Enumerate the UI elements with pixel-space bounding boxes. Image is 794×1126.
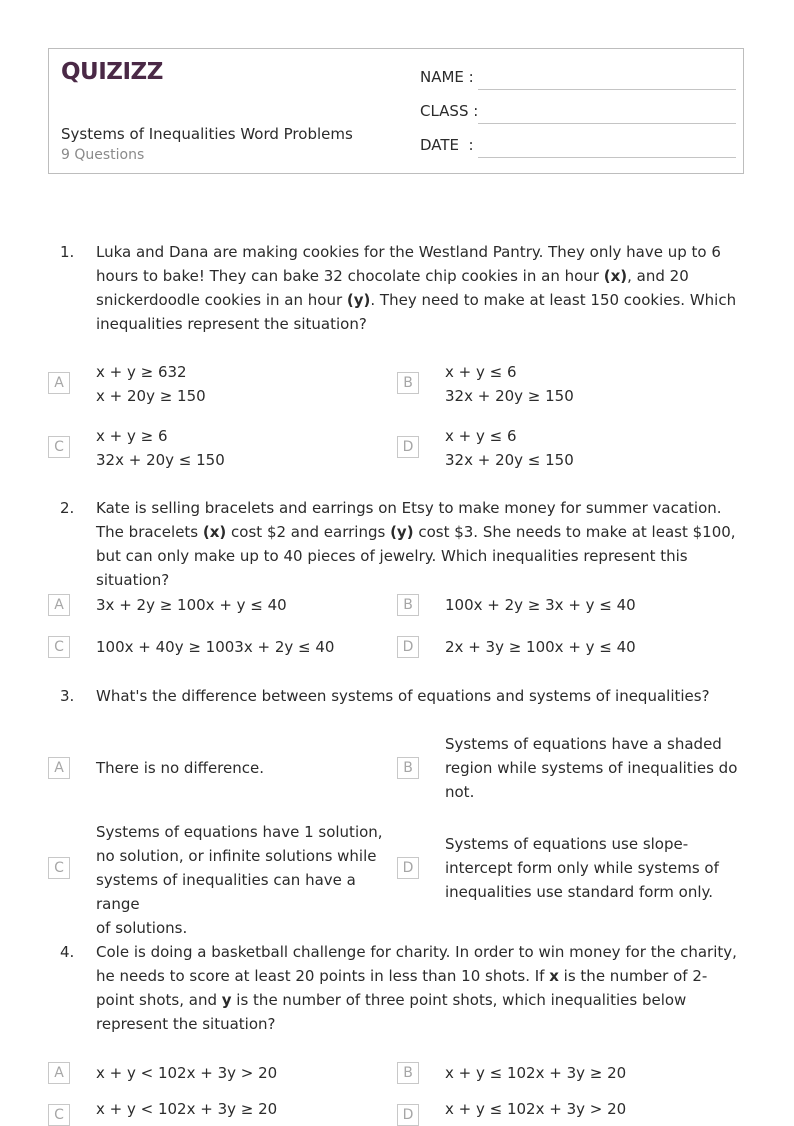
- question-number: 3.: [60, 687, 75, 705]
- name-label: NAME :: [420, 68, 474, 86]
- option-text: x + y < 102x + 3y > 20: [96, 1064, 278, 1082]
- question-text: Cole is doing a basketball challenge for charity. In order to win money for the charity, he needs to score at least 20 points in less than 10 shots. If x is the number of 2-point shots, and y is the number of three point shots, which inequalities below represent the situation?: [96, 943, 737, 1033]
- option-letter-box: B: [397, 757, 419, 779]
- class-line[interactable]: [478, 123, 736, 124]
- date-line[interactable]: [478, 157, 736, 158]
- question-count: 9 Questions: [61, 147, 145, 163]
- option-letter-box: A: [48, 757, 70, 779]
- option-letter-box: D: [397, 857, 419, 879]
- quizizz-logo: QUIZIZZ: [61, 59, 163, 85]
- option-letter-box: D: [397, 636, 419, 658]
- question-text: Kate is selling bracelets and earrings on Etsy to make money for summer vacation. The bracelets (x) cost $2 and earrings (y) cost $3. She needs to make at least $100, but can only make up to 40 pieces of jewelry. Which inequalities represent this situation?: [96, 499, 736, 589]
- option-text: x + y ≤ 6 32x + 20y ≥ 150: [445, 363, 574, 405]
- option-letter-box: B: [397, 594, 419, 616]
- option-letter-box: A: [48, 1062, 70, 1084]
- option-text: x + y ≤ 102x + 3y > 20: [445, 1100, 627, 1118]
- option-letter-box: B: [397, 1062, 419, 1084]
- question-number: 1.: [60, 243, 75, 261]
- question-number: 2.: [60, 499, 75, 517]
- option-text: x + y ≥ 632 x + 20y ≥ 150: [96, 363, 206, 405]
- class-field[interactable]: [420, 102, 735, 124]
- option-text: x + y < 102x + 3y ≥ 20: [96, 1100, 278, 1118]
- option-letter-box: D: [397, 1104, 419, 1126]
- option-text: Systems of equations use slope- intercept form only while systems of inequalities use standard form only.: [445, 835, 719, 901]
- option-text: x + y ≥ 6 32x + 20y ≤ 150: [96, 427, 225, 469]
- class-label: CLASS :: [420, 102, 479, 120]
- option-text: Systems of equations have a shaded region while systems of inequalities do not.: [445, 735, 738, 801]
- option-text: Systems of equations have 1 solution, no solution, or infinite solutions while systems of inequalities can have a range of solutions.: [96, 823, 383, 937]
- name-line[interactable]: [478, 89, 736, 90]
- question-text: Luka and Dana are making cookies for the Westland Pantry. They only have up to 6 hours to bake! They can bake 32 chocolate chip cookies in an hour (x), and 20 snickerdoodle cookies in an hour (y). They need to make at least 150 cookies. Which inequalities represent the situation?: [96, 243, 737, 333]
- option-letter-box: D: [397, 436, 419, 458]
- option-text: 2x + 3y ≥ 100x + y ≤ 40: [445, 638, 636, 656]
- option-text: 100x + 2y ≥ 3x + y ≤ 40: [445, 596, 636, 614]
- date-field[interactable]: [420, 136, 735, 158]
- question-number: 4.: [60, 943, 75, 961]
- option-letter-box: A: [48, 372, 70, 394]
- option-letter-box: C: [48, 857, 70, 879]
- option-letter-box: B: [397, 372, 419, 394]
- option-letter-box: C: [48, 1104, 70, 1126]
- option-text: 100x + 40y ≥ 1003x + 2y ≤ 40: [96, 638, 335, 656]
- question-text: What's the difference between systems of equations and systems of inequalities?: [96, 687, 710, 705]
- option-text: x + y ≤ 6 32x + 20y ≤ 150: [445, 427, 574, 469]
- option-letter-box: C: [48, 436, 70, 458]
- option-text: x + y ≤ 102x + 3y ≥ 20: [445, 1064, 627, 1082]
- option-letter-box: A: [48, 594, 70, 616]
- worksheet-title: Systems of Inequalities Word Problems: [61, 125, 353, 143]
- option-text: 3x + 2y ≥ 100x + y ≤ 40: [96, 596, 287, 614]
- option-letter-box: C: [48, 636, 70, 658]
- option-text: There is no difference.: [96, 759, 265, 777]
- worksheet-header: [48, 48, 744, 174]
- date-label: DATE :: [420, 136, 474, 154]
- name-field[interactable]: [420, 68, 735, 90]
